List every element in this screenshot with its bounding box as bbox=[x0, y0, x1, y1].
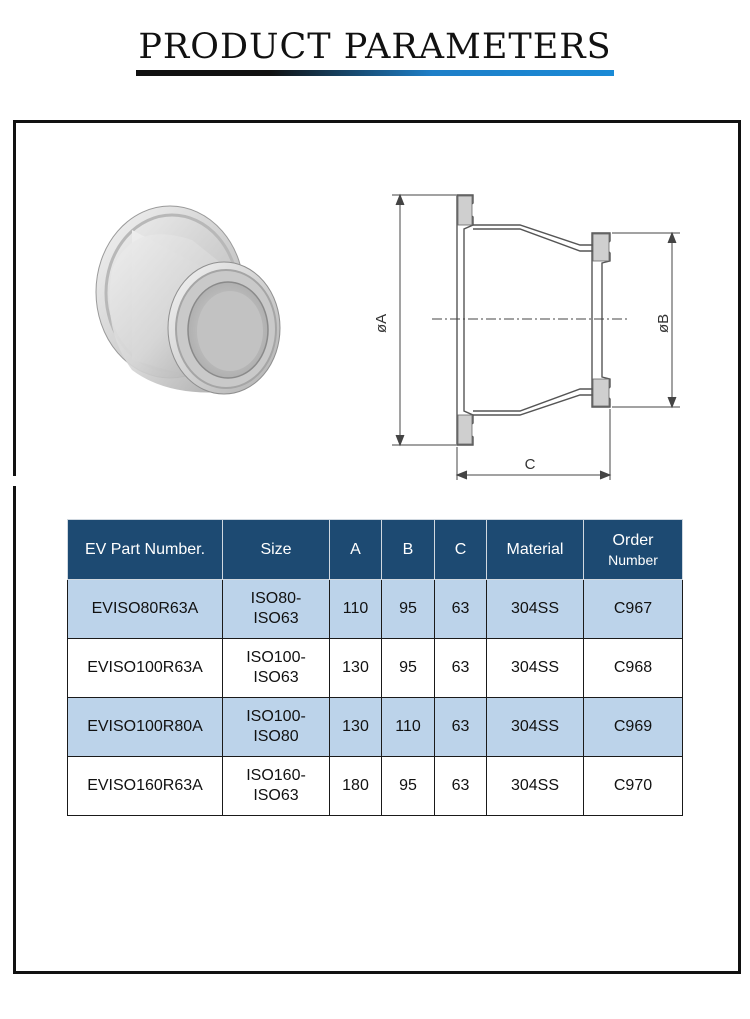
cell-c: 63 bbox=[435, 639, 487, 698]
header-c: C bbox=[435, 520, 487, 580]
page-title: PRODUCT PARAMETERS bbox=[138, 27, 612, 67]
cell-size-line2: ISO80 bbox=[253, 728, 299, 745]
cell-size bbox=[223, 580, 330, 639]
technical-drawing bbox=[370, 185, 700, 480]
cell-b: 110 bbox=[382, 698, 435, 757]
dimension-a-label: øA bbox=[373, 313, 390, 333]
cell-a: 130 bbox=[330, 639, 382, 698]
table-row bbox=[68, 757, 683, 816]
header-order-line2: Number bbox=[608, 551, 658, 568]
cell-a: 130 bbox=[330, 698, 382, 757]
cell-material: 304SS bbox=[487, 580, 584, 639]
cell-part-number: EVISO100R63A bbox=[68, 639, 223, 698]
cell-b: 95 bbox=[382, 580, 435, 639]
header-order-number bbox=[584, 520, 683, 580]
cell-c: 63 bbox=[435, 698, 487, 757]
cell-part-number: EVISO160R63A bbox=[68, 757, 223, 816]
cell-order-number: C969 bbox=[584, 698, 683, 757]
header-size: Size bbox=[223, 520, 330, 580]
cell-size bbox=[223, 698, 330, 757]
cell-material: 304SS bbox=[487, 639, 584, 698]
header-order-line1: Order bbox=[612, 531, 654, 549]
cell-part-number: EVISO100R80A bbox=[68, 698, 223, 757]
cell-size-line1: ISO80- bbox=[250, 590, 302, 607]
cell-size bbox=[223, 757, 330, 816]
cell-material: 304SS bbox=[487, 757, 584, 816]
frame-gap bbox=[11, 476, 18, 486]
title-underline bbox=[136, 70, 614, 76]
header-b: B bbox=[382, 520, 435, 580]
header-a: A bbox=[330, 520, 382, 580]
cell-a: 110 bbox=[330, 580, 382, 639]
table-row bbox=[68, 580, 683, 639]
cell-c: 63 bbox=[435, 580, 487, 639]
cell-c: 63 bbox=[435, 757, 487, 816]
cell-material: 304SS bbox=[487, 698, 584, 757]
cell-part-number: EVISO80R63A bbox=[68, 580, 223, 639]
cell-size-line1: ISO160- bbox=[246, 767, 306, 784]
cell-order-number: C968 bbox=[584, 639, 683, 698]
header-material: Material bbox=[487, 520, 584, 580]
cell-a: 180 bbox=[330, 757, 382, 816]
cell-size-line2: ISO63 bbox=[253, 669, 299, 686]
dimension-c-label: C bbox=[524, 456, 536, 473]
product-photo bbox=[92, 200, 282, 406]
cell-order-number: C970 bbox=[584, 757, 683, 816]
cell-order-number: C967 bbox=[584, 580, 683, 639]
cell-b: 95 bbox=[382, 639, 435, 698]
parameters-table bbox=[67, 519, 683, 816]
cell-size-line1: ISO100- bbox=[246, 708, 306, 725]
cell-size-line1: ISO100- bbox=[246, 649, 306, 666]
dimension-b-label: øB bbox=[655, 313, 672, 333]
table-row bbox=[68, 698, 683, 757]
cell-size-line2: ISO63 bbox=[253, 787, 299, 804]
cell-size bbox=[223, 639, 330, 698]
table-row bbox=[68, 639, 683, 698]
table-header-row bbox=[68, 520, 683, 580]
cell-size-line2: ISO63 bbox=[253, 610, 299, 627]
header-part-number: EV Part Number. bbox=[68, 520, 223, 580]
cell-b: 95 bbox=[382, 757, 435, 816]
